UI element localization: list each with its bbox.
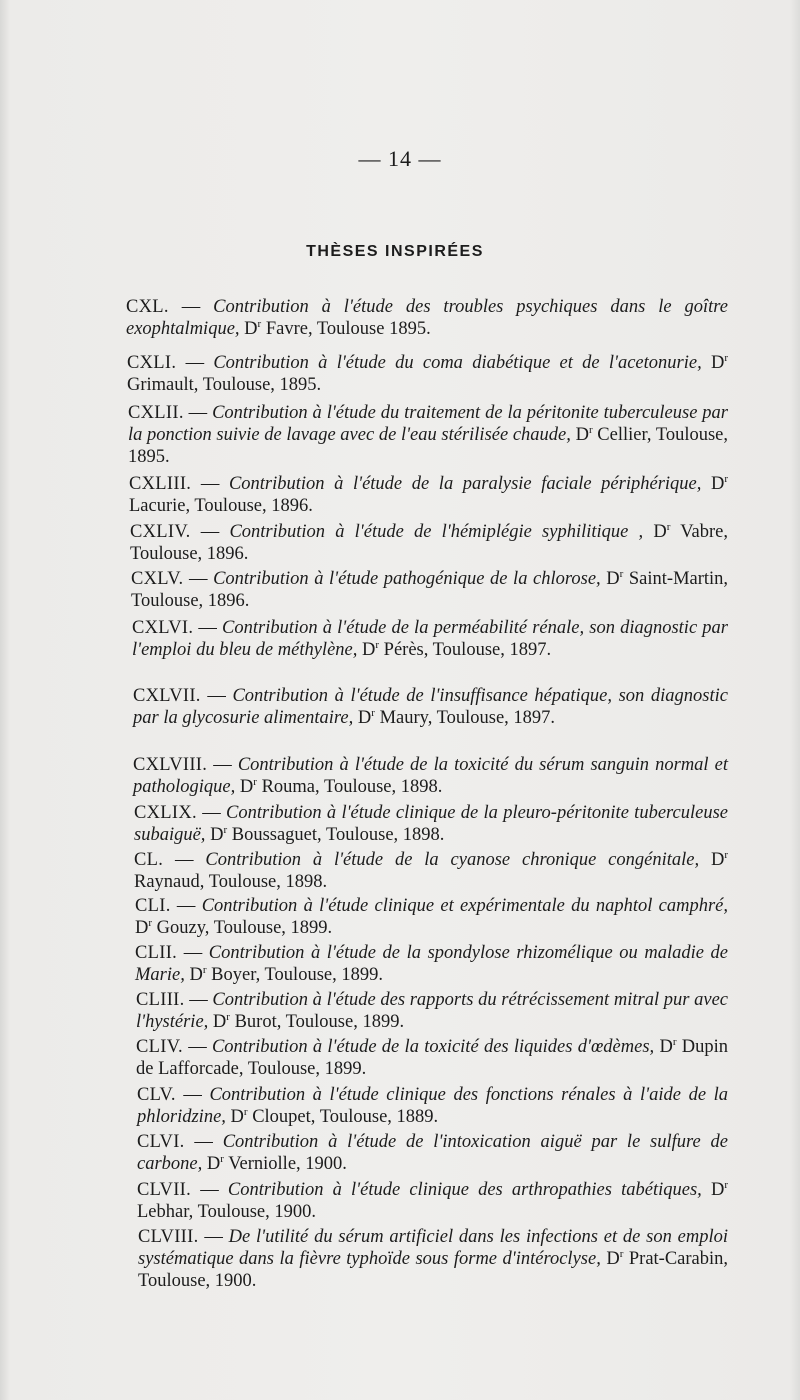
thesis-entry: CLV. — Contribution à l'étude clinique des fonctions rénales à l'aide de la phloridzine, $D^r$ Cloupet, Toulouse, 1889. <box>137 1085 729 1127</box>
thesis-entry: CLVIII. — De l'utilité du sérum artificiel dans les infections et de son emploi systématique dans la fièvre typhoïde sous forme d'intéroclyse, $D^r$ Prat-Carabin, Toulouse, 1900. <box>138 1227 729 1291</box>
entry-place: Toulouse, 1899. <box>213 918 333 938</box>
entry-title: Contribution à l'étude des rapports du rétrécissement mitral pur avec l'hystérie, <box>136 990 729 1032</box>
entry-number: CXLIII. <box>129 474 192 494</box>
thesis-entry: CL. — Contribution à l'étude de la cyanose chronique congénitale, $D^r$ Raynaud, Toulouse, 1898. <box>134 848 728 892</box>
entry-title: Contribution à l'étude des troubles psychiques dans le goître exophtalmique, <box>126 297 728 339</box>
entry-number: CLIII. <box>136 990 185 1010</box>
entry-title: Contribution à l'étude clinique de la pleuro-péritonite tuberculeuse subaiguë, <box>134 803 729 845</box>
entry-title: Contribution à l'étude du traitement de la péritonite tuberculeuse par la ponction suivie de lavage avec de l'eau stérilisée chaude, <box>128 403 729 445</box>
entry-place: Toulouse, 1900. <box>138 1271 257 1291</box>
entry-doctor: Favre <box>265 319 308 339</box>
entry-doctor: Lebhar <box>137 1202 189 1222</box>
thesis-entry: CLIV. — Contribution à l'étude de la toxicité des liquides d'œdèmes, $D^r$ Dupin de Lafforcade, Toulouse, 1899. <box>136 1035 729 1079</box>
entry-number: CLVIII. <box>138 1227 199 1247</box>
entry-place: Toulouse, 1896. <box>131 591 250 611</box>
entry-number: CXLVIII. <box>133 755 208 775</box>
entry-doctor: Burot <box>234 1012 277 1032</box>
entry-doctor: Pérès <box>383 640 424 660</box>
entry-doctor: Dupin de Lafforcade <box>136 1037 729 1079</box>
entry-place: Toulouse, 1897. <box>432 640 552 660</box>
entry-place: 1900. <box>305 1154 347 1174</box>
entry-doctor: Saint-Martin <box>628 569 724 589</box>
entry-title: Contribution à l'étude de la paralysie faciale périphérique, <box>228 474 702 494</box>
thesis-entry: CLII. — Contribution à l'étude de la spondylose rhizomélique ou maladie de Marie, $D^r$ Boyer, Toulouse, 1899. <box>135 943 728 985</box>
entry-place: Toulouse, 1895. <box>128 425 729 467</box>
entry-title: Contribution à l'étude de la perméabilité rénale, son diagnostic par l'emploi du bleu de méthylène, <box>132 618 728 660</box>
entry-number: CLIV. <box>136 1037 183 1057</box>
thesis-entry: CXLVI. — Contribution à l'étude de la perméabilité rénale, son diagnostic par l'emploi du bleu de méthylène, $D^r$ Pérès, Toulouse, 1897. <box>132 618 728 660</box>
entry-title: Contribution à l'étude du coma diabétique et de l'acetonurie, <box>213 353 702 373</box>
entry-number: CXLVII. <box>133 686 201 706</box>
entry-number: CXLII. <box>128 403 184 423</box>
thesis-entry: CXLIV. — Contribution à l'étude de l'hémiplégie syphilitique , $D^r$ Vabre, Toulouse, 1896. <box>130 520 729 564</box>
entry-place: Toulouse, 1896. <box>130 544 249 564</box>
entry-title: Contribution à l'étude clinique des fonctions rénales à l'aide de la phloridzine, <box>137 1085 729 1127</box>
thesis-entry: CXLVII. — Contribution à l'étude de l'insuffisance hépatique, son diagnostic par la glycosurie alimentaire, $D^r$ Maury, Toulouse, 1897. <box>133 686 728 728</box>
entry-title: Contribution à l'étude pathogénique de la chlorose, <box>213 569 601 589</box>
thesis-entry: CXLVIII. — Contribution à l'étude de la toxicité du sérum sanguin normal et pathologique, $D^r$ Rouma, Toulouse, 1898. <box>133 755 728 797</box>
entry-place: Toulouse, 1898. <box>323 777 443 797</box>
entry-doctor: Rouma <box>261 777 316 797</box>
entry-number: CL. <box>134 850 164 870</box>
entry-title: Contribution à l'étude de l'hémiplégie syphilitique , <box>229 522 644 542</box>
entry-doctor: Verniolle <box>228 1154 297 1174</box>
entry-number: CLI. <box>135 896 171 916</box>
entry-number: CXLV. <box>131 569 184 589</box>
entry-place: Toulouse, 1898. <box>208 872 328 892</box>
entry-number: CXLVI. <box>132 618 194 638</box>
entry-title: Contribution à l'étude de l'insuffisance hépatique, son diagnostic par la glycosurie alimentaire, <box>133 686 728 728</box>
entry-doctor: Cellier <box>597 425 647 445</box>
entry-title: Contribution à l'étude de l'intoxication aiguë par le sulfure de carbone, <box>137 1132 729 1174</box>
entry-doctor: Vabre <box>680 522 724 542</box>
entry-doctor: Prat-Carabin <box>628 1249 724 1269</box>
entry-place: Toulouse, 1899. <box>247 1059 367 1079</box>
thesis-entry: CXLV. — Contribution à l'étude pathogénique de la chlorose, $D^r$ Saint-Martin, Toulouse, 1896. <box>131 567 729 611</box>
section-title: THÈSES INSPIRÉES <box>306 243 484 260</box>
entry-doctor: Raynaud <box>134 872 200 892</box>
entry-doctor: Lacurie <box>129 496 186 516</box>
entry-place: Toulouse, 1896. <box>194 496 313 516</box>
entry-title: Contribution à l'étude clinique des arthropathies tabétiques, <box>227 1180 702 1200</box>
thesis-entry: CXLII. — Contribution à l'étude du traitement de la péritonite tuberculeuse par la ponction suivie de lavage avec de l'eau stérilisée chaude, $D^r$ Cellier, Toulouse, 1895. <box>128 403 729 467</box>
entry-place: Toulouse, 1899. <box>285 1012 405 1032</box>
entry-doctor: Boussaguet <box>231 825 318 845</box>
thesis-entry: CXLIX. — Contribution à l'étude clinique de la pleuro-péritonite tuberculeuse subaiguë, $D^r$ Boussaguet, Toulouse, 1898. <box>134 803 729 845</box>
thesis-entry: CLI. — Contribution à l'étude clinique et expérimentale du naphtol camphré, $D^r$ Gouzy, Toulouse, 1899. <box>135 896 729 938</box>
entry-title: De l'utilité du sérum artificiel dans les infections et de son emploi systématique dans la fièvre typhoïde sous forme d'intéroclyse, <box>138 1227 729 1269</box>
entry-doctor: Grimault <box>127 375 194 395</box>
thesis-entry: CLVI. — Contribution à l'étude de l'intoxication aiguë par le sulfure de carbone, $D^r$ Verniolle, 1900. <box>137 1132 729 1174</box>
entry-title: Contribution à l'étude de la toxicité des liquides d'œdèmes, <box>211 1037 655 1057</box>
entry-doctor: Maury <box>379 708 428 728</box>
entry-place: Toulouse, 1899. <box>264 965 383 985</box>
entry-place: Toulouse, 1889. <box>319 1107 439 1127</box>
entry-number: CLVI. <box>137 1132 185 1152</box>
entry-number: CXLIV. <box>130 522 191 542</box>
entry-title: Contribution à l'étude de la toxicité du sérum sanguin normal et pathologique, <box>133 755 728 797</box>
entry-place: Toulouse 1895. <box>316 319 431 339</box>
entry-number: CXLI. <box>127 353 177 373</box>
thesis-entry: CXLI. — Contribution à l'étude du coma diabétique et de l'acetonurie, $D^r$ Grimault, Toulouse, 1895. <box>127 351 729 395</box>
entry-number: CLII. <box>135 943 178 963</box>
entry-doctor: Boyer <box>211 965 256 985</box>
entry-number: CXL. <box>126 297 169 317</box>
page-number: — 14 — <box>358 146 442 171</box>
thesis-entry: CLVII. — Contribution à l'étude clinique des arthropathies tabétiques, $D^r$ Lebhar, Toulouse, 1900. <box>137 1178 728 1222</box>
entry-number: CLV. <box>137 1085 176 1105</box>
entry-place: Toulouse, 1897. <box>436 708 556 728</box>
entry-title: Contribution à l'étude clinique et expérimentale du naphtol camphré, <box>201 896 729 916</box>
entry-place: Toulouse, 1900. <box>197 1202 317 1222</box>
entry-doctor: Gouzy <box>156 918 205 938</box>
entry-title: Contribution à l'étude de la cyanose chronique congénitale, <box>205 850 700 870</box>
entry-number: CXLIX. <box>134 803 197 823</box>
entry-place: Toulouse, 1898. <box>325 825 445 845</box>
entry-title: Contribution à l'étude de la spondylose rhizomélique ou maladie de Marie, <box>135 943 728 985</box>
thesis-entry: CXLIII. — Contribution à l'étude de la paralysie faciale périphérique, $D^r$ Lacurie, Toulouse, 1896. <box>129 472 729 516</box>
entry-doctor: Cloupet <box>252 1107 311 1127</box>
entry-place: Toulouse, 1895. <box>202 375 322 395</box>
thesis-entry: CLIII. — Contribution à l'étude des rapports du rétrécissement mitral pur avec l'hystérie, $D^r$ Burot, Toulouse, 1899. <box>136 990 729 1032</box>
entry-number: CLVII. <box>137 1180 192 1200</box>
thesis-entry: CXL. — Contribution à l'étude des troubles psychiques dans le goître exophtalmique, $D^r$ Favre, Toulouse 1895. <box>126 297 728 339</box>
